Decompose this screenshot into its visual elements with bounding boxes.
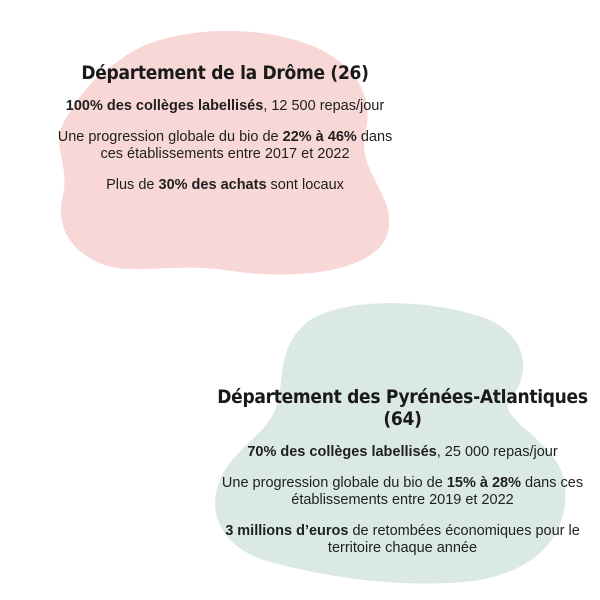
drome-info-card — [55, 62, 395, 208]
pyrenees-colleges-line — [215, 444, 590, 461]
drome-local-text-b: sont locaux — [266, 177, 344, 193]
drome-colleges-bold: 100% des collèges labellisés — [65, 98, 264, 114]
drome-local-text-a: Plus de — [106, 177, 159, 193]
drome-bio-text-a: Une progression globale du bio de — [57, 129, 283, 145]
pyrenees-colleges-rest: , 25 000 repas/jour — [436, 444, 558, 460]
pyrenees-title: Département des Pyrénées-Atlantiques (64) — [217, 386, 588, 430]
pyrenees-economy-text: de retombées économiques pour le territoire chaque année — [327, 523, 580, 556]
pyrenees-bio-text-a: Une progression globale du bio de — [221, 475, 447, 491]
drome-bio-bold: 22% à 46% — [282, 129, 357, 145]
drome-title: Département de la Drôme (26) — [81, 62, 369, 84]
pyrenees-bio-bold: 15% à 28% — [446, 475, 521, 491]
drome-bio-line — [55, 129, 395, 163]
pyrenees-economy-bold: 3 millions d’euros — [225, 523, 349, 539]
pyrenees-bio-line — [215, 475, 590, 509]
drome-colleges-line — [55, 98, 395, 115]
drome-local-line — [55, 177, 395, 194]
pyrenees-bio-text-b: dans ces établissements entre 2019 et 2022 — [291, 475, 584, 508]
drome-local-bold: 30% des achats — [158, 177, 267, 193]
pyrenees-economy-line — [215, 523, 590, 557]
pyrenees-info-card — [215, 386, 590, 571]
drome-colleges-rest: , 12 500 repas/jour — [263, 98, 385, 114]
drome-bio-text-b: dans ces établissements entre 2017 et 2022 — [100, 129, 393, 162]
pyrenees-colleges-bold: 70% des collèges labellisés — [247, 444, 437, 460]
